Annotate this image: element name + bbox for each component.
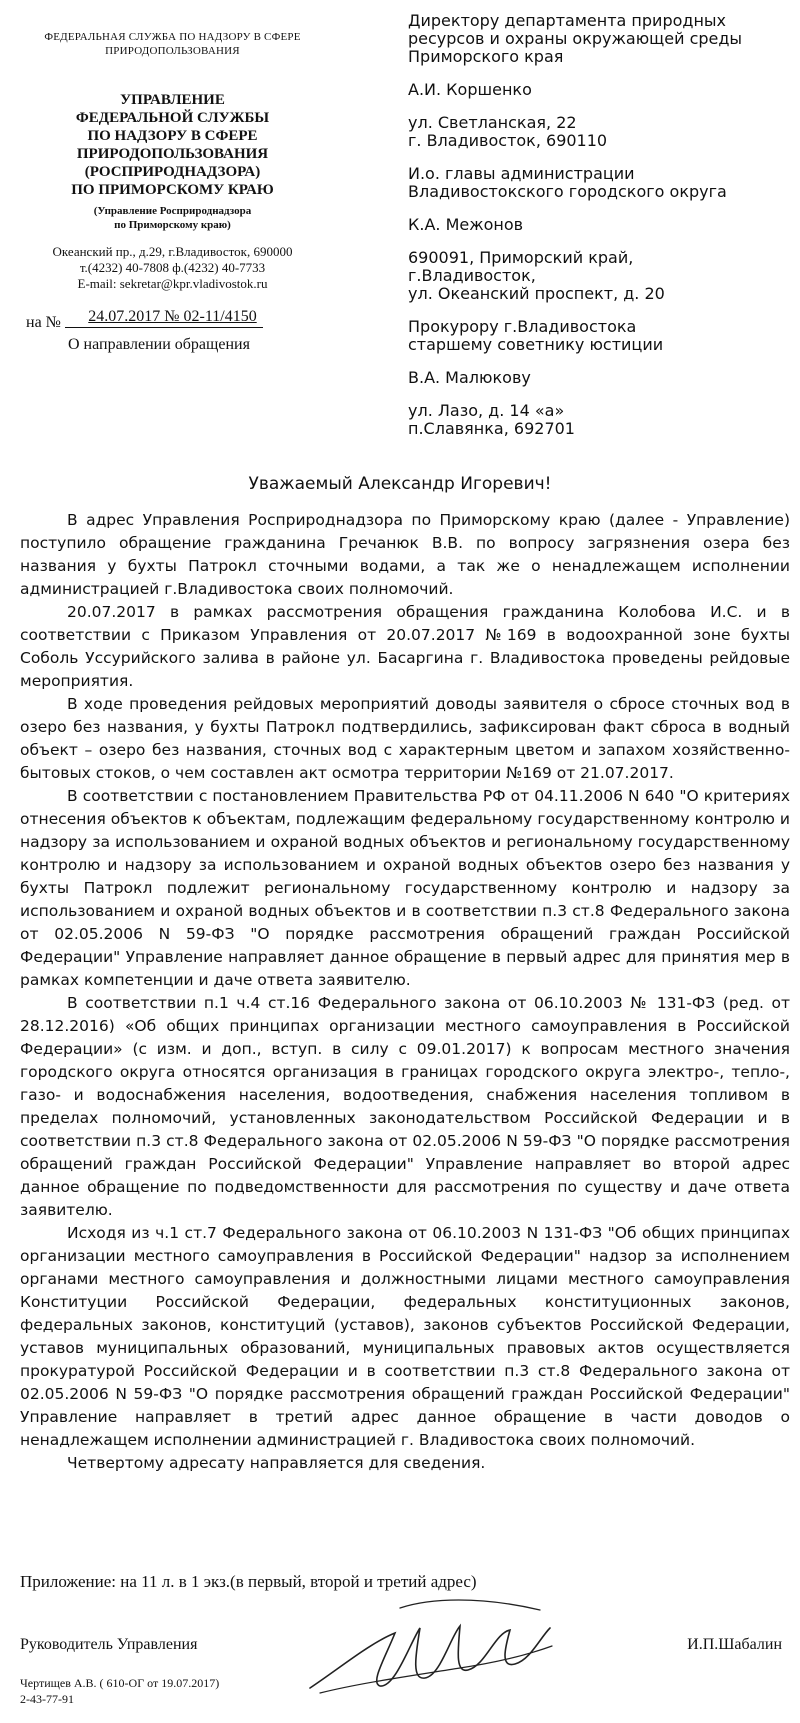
- executor-info: [20, 1675, 219, 1707]
- sender-email: E-mail: sekretar@kpr.vladivostok.ru: [77, 276, 268, 291]
- recipient-line: Директору департамента природных: [408, 11, 727, 30]
- recipients-block: [408, 12, 793, 438]
- body-paragraph: В адрес Управления Росприроднадзора по Приморскому краю (далее - Управление) поступило обращение гражданина Гречанюк В.В. по вопросу загрязнения озера без названия у бухты Патрокл сточными водами, а так же о ненадлежащем исполнении администрацией г.Владивостока своих полномочий.: [20, 511, 790, 598]
- recipient-line: Приморского края: [408, 47, 564, 66]
- department-short-line: по Приморскому краю): [114, 219, 231, 231]
- recipient-line: Владивостокского городского округа: [408, 182, 727, 201]
- recipient-line: И.о. главы администрации: [408, 164, 635, 183]
- department-name-line: ПО ПРИМОРСКОМУ КРАЮ: [71, 182, 274, 198]
- department-short-line: (Управление Росприроднадзора: [93, 205, 252, 217]
- executor-line: Чертищев А.В. ( 610-ОГ от 19.07.2017): [20, 1676, 220, 1690]
- agency-name-line: ПРИРОДОПОЛЬЗОВАНИЯ: [105, 45, 240, 57]
- recipient-line: В.А. Малюкову: [408, 368, 531, 387]
- department-name-line: ФЕДЕРАЛЬНОЙ СЛУЖБЫ: [75, 110, 270, 126]
- recipient-line: г. Владивосток, 690110: [408, 131, 608, 150]
- recipient-line: п.Славянка, 692701: [408, 419, 575, 438]
- body-paragraph: В соответствии с постановлением Правительства РФ от 04.11.2006 N 640 "О критериях отнесения объектов к объектам, подлежащим федеральному государственному контролю и надзору за использованием и охраной водных объектов и региональному государственному контролю и надзору за использованием и охраной водных объектов озеро без названия у бухты Патрокл подлежит региональному государственному контролю и надзору за использованием и охраной водных объектов и в соответствии п.3 ст.8 Федерального закона от 02.05.2006 N 59-ФЗ "О порядке рассмотрения обращений граждан Российской Федерации" Управление направляет данное обращение в первый адрес для принятия мер в рамках компетенции и даче ответа заявителю.: [20, 787, 790, 989]
- recipient-line: Прокурору г.Владивостока: [408, 317, 637, 336]
- body-paragraph: Четвертому адресату направляется для сведения.: [67, 1454, 486, 1472]
- salutation: Уважаемый Александр Игоревич!: [248, 474, 552, 494]
- body-paragraph: В соответствии п.1 ч.4 ст.16 Федерального закона от 06.10.2003 № 131-ФЗ (ред. от 28.12.2016) «Об общих принципах организации местного самоуправления в Российской Федерации» (с изм. и доп., вступ. в силу с 09.01.2017) к вопросам местного значения городского округа относятся организация в границах городского округа электро-, тепло-, газо- и водоснабжения населения, водоотведения, снабжения населения топливом в пределах полномочий, установленных законодательством Российской Федерации и в соответствии п.3 ст.8 Федерального закона от 02.05.2006 N 59-ФЗ "О порядке рассмотрения обращений граждан Российской Федерации" Управление направляет во второй адрес данное обращение по подведомственности для рассмотрения по существу и даче ответа заявителю.: [20, 994, 790, 1219]
- recipient-line: ул. Лазо, д. 14 «а»: [408, 401, 565, 420]
- sender-phones: т.(4232) 40-7808 ф.(4232) 40-7733: [79, 260, 266, 275]
- body-paragraph: Исходя из ч.1 ст.7 Федерального закона от 06.10.2003 N 131-ФЗ "Об общих принципах организации местного самоуправления в Российской Федерации" надзор за исполнением органами местного самоуправления и должностными лицами местного самоуправления Конституции Российской Федерации, федеральных конституционных законов, федеральных законов, конституций (уставов), законов субъектов Российской Федерации, уставов муниципальных образований, муниципальных правовых актов осуществляется прокуратурой Российской Федерации и в соответствии п.3 ст.8 Федерального закона от 02.05.2006 N 59-ФЗ "О порядке рассмотрения обращений граждан Российской Федерации" Управление направляет в третий адрес данное обращение в части доводов о ненадлежащем исполнении администрацией г. Владивостока своих полномочий.: [20, 1224, 790, 1449]
- reference-number-blank: [65, 313, 263, 328]
- letter-body: [20, 509, 790, 1475]
- recipient-gap: [408, 99, 793, 114]
- department-name-line: ПО НАДЗОРУ В СФЕРЕ: [87, 128, 258, 144]
- recipient-line: 690091, Приморский край,: [408, 248, 634, 267]
- executor-phone: 2-43-77-91: [20, 1692, 74, 1706]
- department-name-line: УПРАВЛЕНИЕ: [120, 92, 225, 108]
- sender-address: Океанский пр., д.29, г.Владивосток, 690000: [52, 244, 293, 259]
- recipient-gap: [408, 234, 793, 249]
- department-name-line: ПРИРОДОПОЛЬЗОВАНИЯ: [76, 146, 269, 162]
- recipient-line: старшему советнику юстиции: [408, 335, 664, 354]
- body-paragraph: В ходе проведения рейдовых мероприятий доводы заявителя о сбросе сточных вод в озеро без названия, у бухты Патрокл подтвердились, зафиксирован факт сброса в водный объект – озеро без названия, сточных вод с характерным цветом и запахом хозяйственно-бытовых стоков, о чем составлен акт осмотра территории №169 от 21.07.2017.: [20, 695, 790, 782]
- recipient-gap: [408, 66, 793, 81]
- recipient-gap: [408, 150, 793, 165]
- attachment-note: Приложение: на 11 л. в 1 экз.(в первый, второй и третий адрес): [20, 1572, 477, 1591]
- agency-name-line: ФЕДЕРАЛЬНАЯ СЛУЖБА ПО НАДЗОРУ В СФЕРЕ: [44, 31, 301, 43]
- reference-number-line: [26, 313, 263, 332]
- reference-number-label: на №: [26, 314, 61, 331]
- recipient-gap: [408, 387, 793, 402]
- signature-image: [300, 1588, 560, 1708]
- recipient-line: ресурсов и охраны окружающей среды: [408, 29, 743, 48]
- recipient-line: ул. Светланская, 22: [408, 113, 577, 132]
- letter-subject: О направлении обращения: [68, 336, 250, 353]
- recipient-line: г.Владивосток,: [408, 266, 536, 285]
- recipient-gap: [408, 354, 793, 369]
- agency-name: [10, 30, 335, 58]
- sender-contacts: [10, 244, 335, 292]
- registration-number-text: 24.07.2017 № 02-11/4150: [88, 308, 257, 325]
- department-short-name: [10, 204, 335, 232]
- body-paragraph: 20.07.2017 в рамках рассмотрения обращения гражданина Колобова И.С. и в соответствии с Приказом Управления от 20.07.2017 №169 в водоохранной зоне бухты Соболь Уссурийского залива в районе ул. Басаргина г. Владивостока проведены рейдовые мероприятия.: [20, 603, 790, 690]
- recipient-line: ул. Океанский проспект, д. 20: [408, 284, 665, 303]
- department-name-line: (РОСПРИРОДНАДЗОРА): [84, 164, 261, 180]
- recipient-line: А.И. Коршенко: [408, 80, 532, 99]
- signatory-name: И.П.Шабалин: [687, 1636, 782, 1653]
- department-name: [10, 91, 335, 199]
- recipient-gap: [408, 303, 793, 318]
- recipient-gap: [408, 201, 793, 216]
- recipient-line: К.А. Межонов: [408, 215, 524, 234]
- signatory-title: Руководитель Управления: [20, 1636, 198, 1653]
- sender-block: [10, 30, 335, 326]
